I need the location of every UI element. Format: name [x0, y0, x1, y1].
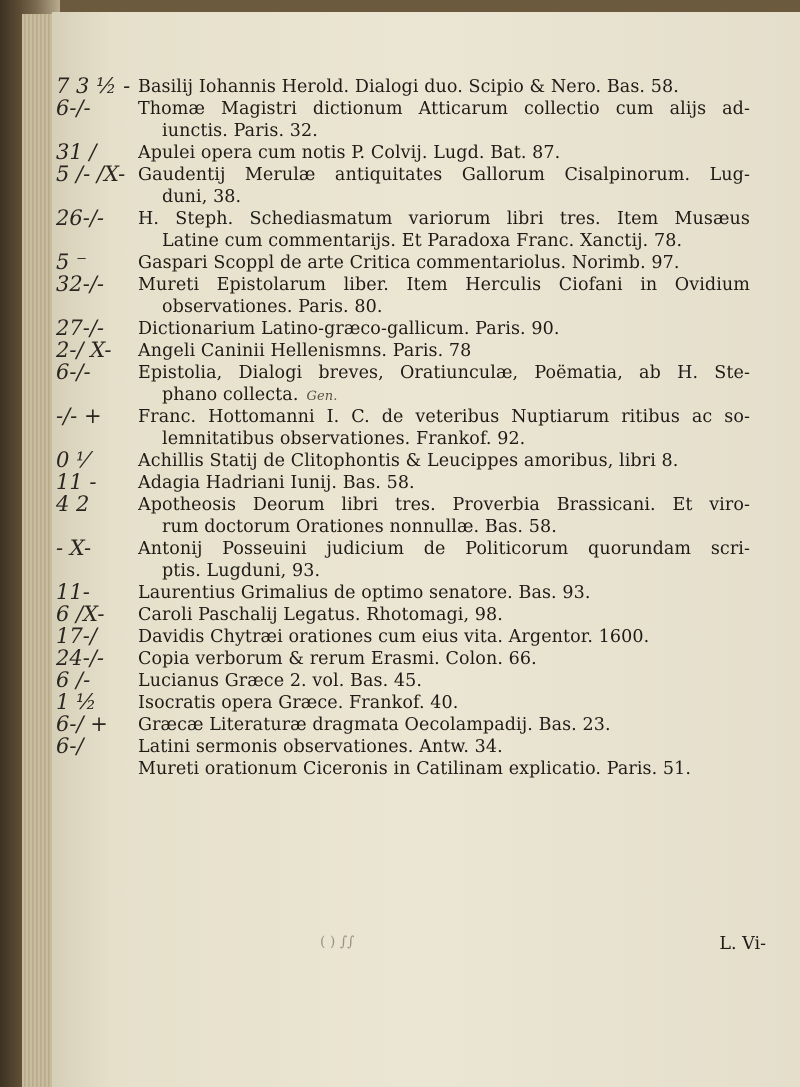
catalog-entry	[138, 362, 778, 406]
entry-first-line: Thomæ Magistri dictionum Atticarum collectio cum alijs ad-	[138, 99, 750, 119]
margin-mark: 11 -	[56, 470, 97, 494]
margin-mark: 0 ⅟	[56, 448, 88, 472]
entry-first-line: Achillis Statij de Clitophontis & Leucippes amoribus, libri 8.	[138, 451, 679, 471]
entry-first-line: Basilij Iohannis Herold. Dialogi duo. Scipio & Nero. Bas. 58.	[138, 77, 679, 97]
catalog-entry	[138, 736, 778, 758]
catalog-entry	[138, 626, 778, 648]
margin-mark: 7 3 ½ -	[56, 74, 131, 98]
handwritten-note: Gen.	[306, 389, 338, 404]
entry-first-line: Lucianus Græce 2. vol. Bas. 45.	[138, 671, 423, 691]
margin-mark: 6 /-	[56, 668, 91, 692]
catalog-entry	[138, 604, 778, 626]
catchword: L. Vi-	[719, 934, 766, 954]
entry-first-line: Latini sermonis observationes. Antw. 34.	[138, 737, 503, 757]
catalog-entries	[138, 76, 778, 780]
entry-first-line: Gaspari Scoppl de arte Critica commentariolus. Norimb. 97.	[138, 253, 680, 273]
catalog-entry	[138, 670, 778, 692]
catalog-entry	[138, 340, 778, 362]
margin-mark: -/- +	[56, 404, 102, 428]
margin-mark: 2-/ X-	[56, 338, 112, 362]
handwritten-margin-notes	[52, 12, 152, 1087]
margin-mark: - X-	[56, 536, 92, 560]
catalog-entry	[138, 164, 778, 208]
catalog-entry	[138, 208, 778, 252]
entry-first-line: Epistolia, Dialogi breves, Oratiunculæ, Poëmatia, ab H. Ste-	[138, 363, 750, 383]
entry-first-line: Antonij Posseuini judicium de Politicorum quorundam scri-	[138, 539, 750, 559]
entry-continuation-line: iunctis. Paris. 32.	[162, 121, 318, 141]
entry-first-line: Davidis Chytræi orationes cum eius vita. Argentor. 1600.	[138, 627, 650, 647]
margin-mark: 6-/-	[56, 360, 91, 384]
entry-first-line: Angeli Caninii Hellenismns. Paris. 78	[138, 341, 472, 361]
margin-mark: 5 ⁻	[56, 250, 88, 274]
entry-first-line: Caroli Paschalij Legatus. Rhotomagi, 98.	[138, 605, 503, 625]
entry-first-line: Laurentius Grimalius de optimo senatore. Bas. 93.	[138, 583, 591, 603]
catalog-entry	[138, 692, 778, 714]
catalog-entry	[138, 450, 778, 472]
catalog-entry	[138, 472, 778, 494]
entry-first-line: Adagia Hadriani Iunij. Bas. 58.	[138, 473, 415, 493]
catalog-entry	[138, 142, 778, 164]
margin-mark: 26-/-	[56, 206, 104, 230]
margin-mark: 32-/-	[56, 272, 104, 296]
margin-mark: 1 ½	[56, 690, 97, 714]
margin-mark: 6 /X-	[56, 602, 105, 626]
entry-continuation-line: Latine cum commentarijs. Et Paradoxa Franc. Xanctij. 78.	[162, 231, 683, 251]
entry-continuation-line: duni, 38.	[162, 187, 242, 207]
signature-mark: ( ) ∫∫	[320, 934, 355, 950]
entry-continuation-line: phano collecta. Gen.	[162, 385, 338, 405]
catalog-entry	[138, 252, 778, 274]
margin-mark: 17-/	[56, 624, 97, 648]
entry-first-line: Apotheosis Deorum libri tres. Proverbia Brassicani. Et viro-	[138, 495, 750, 515]
catalog-entry	[138, 406, 778, 450]
entry-first-line: Apulei opera cum notis P. Colvij. Lugd. Bat. 87.	[138, 143, 561, 163]
entry-first-line: Isocratis opera Græce. Frankof. 40.	[138, 693, 459, 713]
entry-first-line: Mureti Epistolarum liber. Item Herculis Ciofani in Ovidium	[138, 275, 750, 295]
entry-continuation-line: ptis. Lugduni, 93.	[162, 561, 321, 581]
catalog-entry	[138, 714, 778, 736]
entry-first-line: Dictionarium Latino-græco-gallicum. Paris. 90.	[138, 319, 560, 339]
catalog-entry	[138, 76, 778, 98]
catalog-entry	[138, 758, 778, 780]
catalog-entry	[138, 582, 778, 604]
catalog-entry	[138, 98, 778, 142]
entry-continuation-line: observationes. Paris. 80.	[162, 297, 383, 317]
catalog-entry	[138, 274, 778, 318]
entry-first-line: Franc. Hottomanni I. C. de veteribus Nuptiarum ritibus ac so-	[138, 407, 750, 427]
margin-mark: 4 2	[56, 492, 90, 516]
margin-mark: 6-/	[56, 734, 84, 758]
margin-mark: 6-/-	[56, 96, 91, 120]
book-page	[52, 12, 800, 1087]
catalog-entry	[138, 648, 778, 670]
entry-first-line: Mureti orationum Ciceronis in Catilinam explicatio. Paris. 51.	[138, 759, 692, 779]
catalog-entry	[138, 538, 778, 582]
margin-mark: 6-/ +	[56, 712, 108, 736]
margin-mark: 27-/-	[56, 316, 104, 340]
margin-mark: 5 /- /X-	[56, 162, 126, 186]
margin-mark: 31 /	[56, 140, 97, 164]
entry-continuation-line: lemnitatibus observationes. Frankof. 92.	[162, 429, 526, 449]
entry-first-line: Copia verborum & rerum Erasmi. Colon. 66.	[138, 649, 537, 669]
entry-first-line: Gaudentij Merulæ antiquitates Gallorum Cisalpinorum. Lug-	[138, 165, 750, 185]
margin-mark: 24-/-	[56, 646, 104, 670]
entry-first-line: H. Steph. Schediasmatum variorum libri tres. Item Musæus	[138, 209, 750, 229]
margin-mark: 11-	[56, 580, 90, 604]
catalog-entry	[138, 318, 778, 340]
catalog-entry	[138, 494, 778, 538]
entry-first-line: Græcæ Literaturæ dragmata Oecolampadij. Bas. 23.	[138, 715, 611, 735]
entry-continuation-line: rum doctorum Orationes nonnullæ. Bas. 58.	[162, 517, 557, 537]
